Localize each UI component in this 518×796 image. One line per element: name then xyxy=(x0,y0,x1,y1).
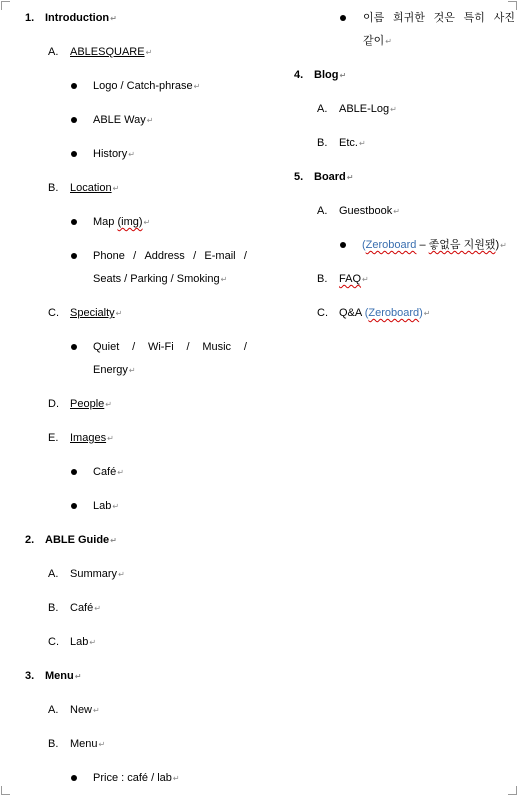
bullet-dot xyxy=(71,83,77,89)
item-marker: C. xyxy=(317,307,328,319)
item-marker: A. xyxy=(317,205,328,217)
item-able-log[interactable]: ABLE-Log↵ xyxy=(339,103,397,115)
item-marker: A. xyxy=(317,103,328,115)
bullet-logo-catchphrase[interactable]: Logo / Catch-phrase↵ xyxy=(93,80,201,92)
bullet-price[interactable]: Price : café / lab↵ xyxy=(93,772,180,784)
bullet-dot xyxy=(71,775,77,781)
bullet-dot xyxy=(71,469,77,475)
section-number: 1. xyxy=(25,12,35,24)
bullet-cafe[interactable]: Café↵ xyxy=(93,466,124,478)
bullet-dot xyxy=(340,242,346,248)
item-specialty[interactable]: Specialty↵ xyxy=(70,307,123,319)
item-marker: D. xyxy=(48,398,59,410)
section-number: 2. xyxy=(25,534,35,546)
bullet-phone-address-line1[interactable]: Phone / Address / E-mail / xyxy=(93,250,247,262)
item-marker: A. xyxy=(48,46,59,58)
section-title-board[interactable]: Board↵ xyxy=(314,171,354,183)
section-title-menu[interactable]: Menu↵ xyxy=(45,670,82,682)
item-marker: E. xyxy=(48,432,59,444)
bullet-dot xyxy=(71,344,77,350)
crop-mark-bottom-left xyxy=(1,786,10,795)
section-number: 5. xyxy=(294,171,304,183)
item-location[interactable]: Location↵ xyxy=(70,182,120,194)
item-marker: C. xyxy=(48,636,59,648)
bullet-phone-address-line2[interactable]: Seats / Parking / Smoking↵ xyxy=(93,273,228,285)
item-people[interactable]: People↵ xyxy=(70,398,112,410)
item-cafe[interactable]: Café↵ xyxy=(70,602,101,614)
bullet-dot xyxy=(71,503,77,509)
bullet-able-way[interactable]: ABLE Way↵ xyxy=(93,114,154,126)
bullet-korean-line2[interactable]: 같이↵ xyxy=(363,35,392,47)
item-images[interactable]: Images↵ xyxy=(70,432,114,444)
item-marker: B. xyxy=(317,273,328,285)
bullet-dot xyxy=(71,219,77,225)
bullet-lab[interactable]: Lab↵ xyxy=(93,500,120,512)
item-marker: A. xyxy=(48,704,59,716)
bullet-zeroboard-note[interactable]: (Zeroboard – 좋없음 지원됐)↵ xyxy=(362,239,507,251)
item-new[interactable]: New↵ xyxy=(70,704,100,716)
item-marker: B. xyxy=(48,602,59,614)
crop-mark-bottom-right xyxy=(508,786,517,795)
crop-mark-top-left xyxy=(1,1,10,10)
item-lab[interactable]: Lab↵ xyxy=(70,636,97,648)
paragraph-mark: ↵ xyxy=(110,14,117,23)
item-qa[interactable]: Q&A (Zeroboard)↵ xyxy=(339,307,431,319)
bullet-dot xyxy=(71,151,77,157)
section-title-blog[interactable]: Blog↵ xyxy=(314,69,347,81)
item-menu[interactable]: Menu↵ xyxy=(70,738,106,750)
bullet-specialty-line1[interactable]: Quiet / Wi-Fi / Music / xyxy=(93,341,247,353)
item-ablesquare[interactable]: ABLESQUARE↵ xyxy=(70,46,153,58)
bullet-dot xyxy=(340,15,346,21)
item-marker: A. xyxy=(48,568,59,580)
item-marker: B. xyxy=(48,738,59,750)
bullet-history[interactable]: History↵ xyxy=(93,148,135,160)
section-title-introduction[interactable]: Introduction↵ xyxy=(45,12,117,24)
crop-mark-top-right xyxy=(508,1,517,10)
section-number: 4. xyxy=(294,69,304,81)
bullet-map-img[interactable]: Map (img)↵ xyxy=(93,216,151,228)
bullet-korean-line1[interactable]: 이름 희귀한 것은 특히 사진 xyxy=(363,12,515,24)
bullet-specialty-line2[interactable]: Energy↵ xyxy=(93,364,136,376)
bullet-dot xyxy=(71,117,77,123)
item-marker: B. xyxy=(317,137,328,149)
bullet-dot xyxy=(71,253,77,259)
item-guestbook[interactable]: Guestbook↵ xyxy=(339,205,400,217)
item-marker: B. xyxy=(48,182,59,194)
item-marker: C. xyxy=(48,307,59,319)
item-faq[interactable]: FAQ↵ xyxy=(339,273,369,285)
item-etc[interactable]: Etc.↵ xyxy=(339,137,366,149)
section-number: 3. xyxy=(25,670,35,682)
item-summary[interactable]: Summary↵ xyxy=(70,568,125,580)
section-title-able-guide[interactable]: ABLE Guide↵ xyxy=(45,534,117,546)
